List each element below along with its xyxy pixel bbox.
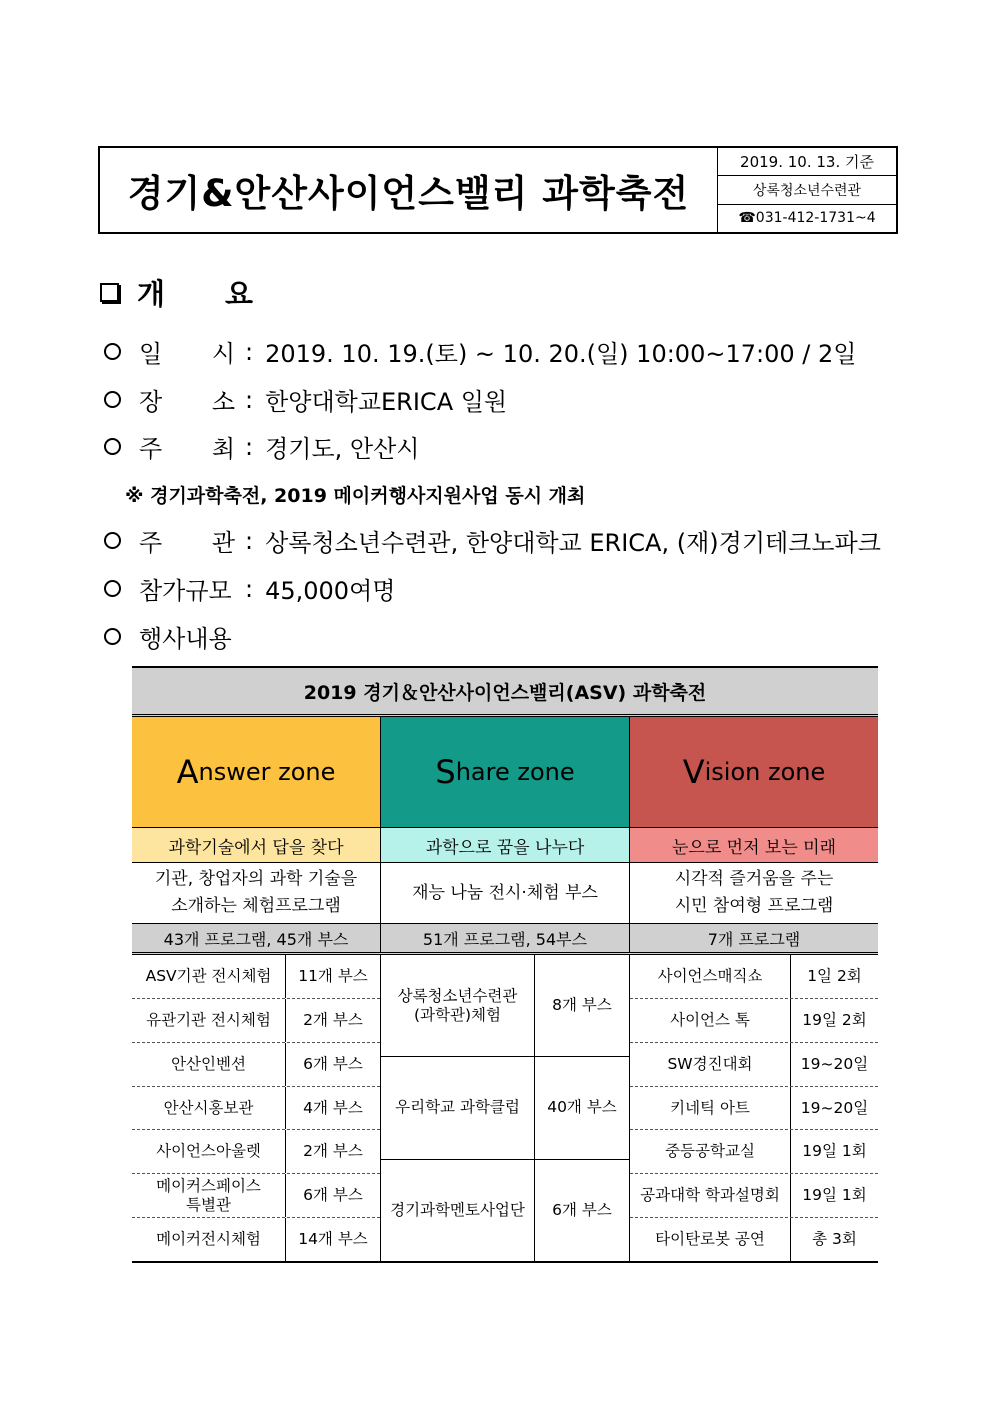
program-value: 6개 부스: [303, 1186, 363, 1205]
date-basis: 2019. 10. 13. 기준: [718, 148, 896, 176]
program-value: 2개 부스: [303, 1142, 363, 1161]
program-name: 공과대학 학과설명회: [630, 1174, 791, 1217]
table-row: [132, 1043, 380, 1087]
zone-description: 시각적 즐거움을 주는 시민 참여형 프로그램: [674, 869, 834, 916]
table-row: [132, 1174, 380, 1218]
circle-bullet-icon: [104, 438, 121, 455]
program-value: 4개 부스: [303, 1098, 363, 1117]
zone-count: 51개 프로그램, 54부스: [381, 924, 630, 952]
table-row: [630, 1087, 878, 1131]
program-name: 메이커전시체험: [132, 1218, 286, 1261]
zone-description: 기관, 창업자의 과학 기술을 소개하는 체험프로그램: [132, 863, 381, 923]
zone-subtitle-row: [132, 828, 878, 863]
program-value: 19일 1회: [802, 1142, 867, 1161]
program-name: 경기과학멘토사업단: [381, 1160, 535, 1261]
item-label: 행사내용: [139, 625, 232, 653]
table-title: 2019 경기＆안산사이언스밸리(ASV) 과학축전: [132, 666, 878, 717]
program-value: 8개 부스: [552, 996, 612, 1015]
program-value: 19~20일: [800, 1098, 869, 1117]
vision-zone-programs: [630, 955, 878, 1261]
program-value: 19일 2회: [802, 1010, 867, 1029]
program-value: 19일 1회: [802, 1186, 867, 1205]
table-row: [381, 955, 629, 1057]
zone-vision: V ision zone: [630, 717, 878, 827]
square-bullet-icon: [100, 283, 119, 302]
overview-item-scale: 참가규모 : 45,000여명: [104, 571, 395, 606]
section-heading: [100, 272, 253, 313]
program-body: [132, 955, 878, 1263]
program-value: 40개 부스: [547, 1098, 617, 1117]
table-row: [630, 1130, 878, 1174]
program-name: 우리학교 과학클럽: [381, 1057, 535, 1158]
item-value: 경기도, 안산시: [265, 435, 420, 463]
circle-bullet-icon: [104, 343, 121, 360]
table-row: [630, 999, 878, 1043]
section-heading-char-1: 개: [137, 277, 166, 311]
table-row: [630, 1218, 878, 1261]
overview-item-host: 주 최 : 경기도, 안산시: [104, 429, 419, 464]
program-name: 타이탄로봇 공연: [630, 1218, 791, 1261]
overview-item-organizer: 주 관 : 상록청소년수련관, 한양대학교 ERICA, (재)경기테크노파크: [104, 523, 881, 558]
zone-subtitle: 과학기술에서 답을 찾다: [132, 828, 381, 862]
table-row: [132, 1130, 380, 1174]
item-label: 주 관: [139, 529, 235, 557]
program-value: 2개 부스: [303, 1010, 363, 1029]
organization: 상록청소년수련관: [718, 176, 896, 204]
program-name: SW경진대회: [630, 1043, 791, 1086]
item-value: 2019. 10. 19.(토) ~ 10. 20.(일) 10:00~17:00 / 2일: [265, 340, 857, 368]
zone-description: 재능 나눔 전시·체험 부스: [381, 863, 630, 923]
program-name: 유관기관 전시체험: [132, 999, 286, 1042]
program-name: 안산인벤션: [132, 1043, 286, 1086]
program-name: 사이언스매직쇼: [630, 955, 791, 998]
zone-description-row: [132, 863, 878, 924]
section-heading-char-2: 요: [225, 277, 254, 311]
zone-header-row: [132, 717, 878, 828]
item-value: 45,000여명: [265, 577, 396, 605]
zone-subtitle: 눈으로 먼저 보는 미래: [630, 828, 878, 862]
table-row: [630, 955, 878, 999]
zone-subtitle: 과학으로 꿈을 나누다: [381, 828, 630, 862]
circle-bullet-icon: [104, 628, 121, 645]
table-row: [381, 1057, 629, 1159]
overview-item-date: 일 시 : 2019. 10. 19.(토) ~ 10. 20.(일) 10:00~17:00 / 2일: [104, 334, 856, 369]
program-name: 사이언스아울렛: [132, 1130, 286, 1173]
table-row: [132, 1087, 380, 1131]
zone-answer: A nswer zone: [132, 717, 381, 827]
note: ※ 경기과학축전, 2019 메이커행사지원사업 동시 개최: [125, 485, 586, 507]
item-label: 장 소: [139, 388, 235, 416]
zone-count-row: [132, 924, 878, 955]
program-value: 14개 부스: [298, 1230, 368, 1249]
zone-count: 43개 프로그램, 45개 부스: [132, 924, 381, 952]
program-value: 19~20일: [800, 1054, 869, 1073]
program-name: ASV기관 전시체험: [132, 955, 286, 998]
phone: ☎031-412-1731~4: [738, 210, 876, 227]
program-name: 키네틱 아트: [630, 1087, 791, 1130]
circle-bullet-icon: [104, 391, 121, 408]
zone-share: S hare zone: [381, 717, 630, 827]
header-info: [717, 148, 896, 232]
header-box: [98, 146, 898, 234]
table-row: [630, 1174, 878, 1218]
overview-item-place: 장 소 : 한양대학교ERICA 일원: [104, 382, 507, 417]
program-table: [132, 666, 878, 1263]
share-zone-programs: [381, 955, 630, 1261]
item-value: 상록청소년수련관, 한양대학교 ERICA, (재)경기테크노파크: [265, 529, 881, 557]
overview-item-program: [104, 619, 232, 654]
program-value: 11개 부스: [298, 966, 368, 985]
document-title: 경기&안산사이언스밸리 과학축전: [127, 172, 690, 215]
item-value: 한양대학교ERICA 일원: [265, 388, 508, 416]
program-name: 상록청소년수련관 (과학관)체험: [381, 955, 535, 1056]
zone-count: 7개 프로그램: [707, 929, 801, 949]
program-value: 6개 부스: [303, 1054, 363, 1073]
item-label: 일 시: [139, 340, 235, 368]
item-label: 주 최: [139, 435, 235, 463]
answer-zone-programs: [132, 955, 381, 1261]
program-name: 안산시홍보관: [132, 1087, 286, 1130]
program-value: 총 3회: [812, 1230, 857, 1249]
table-row: [630, 1043, 878, 1087]
circle-bullet-icon: [104, 580, 121, 597]
table-row: [132, 1218, 380, 1261]
table-row: [132, 955, 380, 999]
item-label: 참가규모: [139, 577, 232, 605]
program-name: 중등공학교실: [630, 1130, 791, 1173]
program-name: 메이커스페이스 특별관: [132, 1174, 286, 1217]
program-value: 6개 부스: [552, 1200, 612, 1219]
table-row: [132, 999, 380, 1043]
circle-bullet-icon: [104, 532, 121, 549]
program-value: 1일 2회: [807, 966, 862, 985]
program-name: 사이언스 톡: [630, 999, 791, 1042]
table-row: [381, 1160, 629, 1261]
